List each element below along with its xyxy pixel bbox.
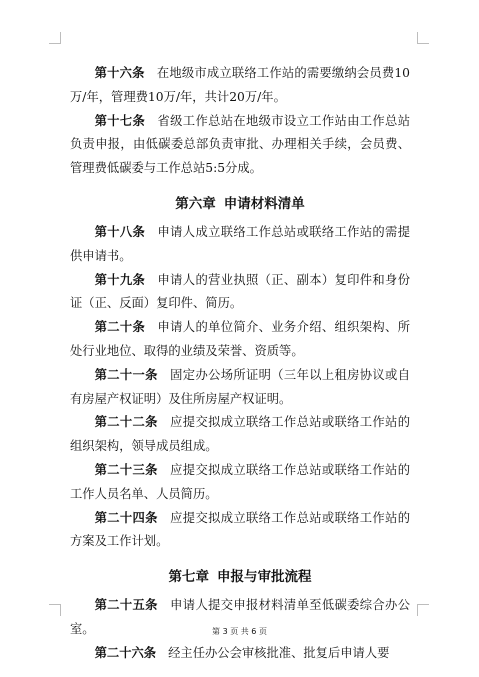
article-number: 第二十五条 (94, 598, 158, 613)
article-text: 在地级市成立联络工作站的需要缴纳会员费10万/年，管理费10万/年，共计20万/年。 (70, 66, 410, 104)
crop-mark-bottom-right (417, 604, 429, 616)
article-text: 申请人成立联络工作总站或联络工作站的需提供申请书。 (70, 224, 410, 263)
article-text: 申请人的单位简介、业务介绍、组织架构、所处行业地位、取得的业绩及荣誉、资质等。 (70, 320, 410, 358)
article-number: 第十九条 (94, 272, 146, 287)
article-number: 第二十六条 (94, 645, 157, 660)
chapter-title: 申报与审批流程 (217, 569, 312, 586)
article-paragraph (70, 316, 410, 364)
article-paragraph (70, 459, 410, 507)
article-number: 第二十四条 (94, 510, 158, 525)
chapter-number: 第六章 (175, 195, 216, 212)
article-text: 应提交拟成立联络工作总站或联络工作站的组织架构，领导成员组成。 (70, 415, 410, 454)
article-paragraph (70, 221, 410, 269)
chapter-number: 第七章 (168, 569, 209, 586)
article-number: 第十七条 (94, 113, 146, 128)
article-paragraph (70, 62, 410, 110)
article-text: 应提交拟成立联络工作总站或联络工作站的工作人员名单、人员简历。 (70, 462, 410, 501)
article-text: 应提交拟成立联络工作总站或联络工作站的方案及工作计划。 (70, 510, 410, 549)
article-paragraph (70, 507, 410, 555)
article-paragraph (70, 364, 410, 412)
page-footer: 第 3 页 共 6 页 (212, 627, 267, 636)
article-paragraph (70, 269, 410, 317)
article-number: 第二十三条 (94, 462, 158, 477)
chapter-heading (70, 567, 410, 587)
document-body (70, 62, 410, 666)
crop-mark-bottom-left (49, 604, 61, 616)
article-number: 第十八条 (94, 224, 146, 239)
article-paragraph (70, 110, 410, 181)
crop-mark-top-left (49, 32, 61, 44)
article-text: 省级工作总站在地级市设立工作站由工作总站负责申报，由低碳委总部负责审批、办理相关手续，会员费、管理费低碳委与工作总站5:5分成。 (70, 113, 410, 176)
article-text: 申请人提交申报材料清单至低碳委综合办公室。 (70, 598, 410, 636)
article-text: 固定办公场所证明（三年以上租房协议或自有房屋产权证明）及住所房屋产权证明。 (70, 367, 410, 406)
article-paragraph (70, 411, 410, 459)
chapter-title: 申请材料清单 (223, 195, 305, 212)
article-number: 第二十二条 (94, 415, 158, 430)
crop-mark-top-right (417, 32, 429, 44)
article-text: 经主任办公会审核批准、批复后申请人要 (168, 645, 390, 660)
article-number: 第十六条 (94, 66, 145, 80)
chapter-heading (70, 194, 410, 214)
article-text: 申请人的营业执照（正、副本）复印件和身份证（正、反面）复印件、简历。 (70, 272, 410, 311)
article-number: 第二十条 (94, 320, 146, 335)
article-paragraph (70, 642, 410, 666)
article-number: 第二十一条 (94, 367, 158, 382)
